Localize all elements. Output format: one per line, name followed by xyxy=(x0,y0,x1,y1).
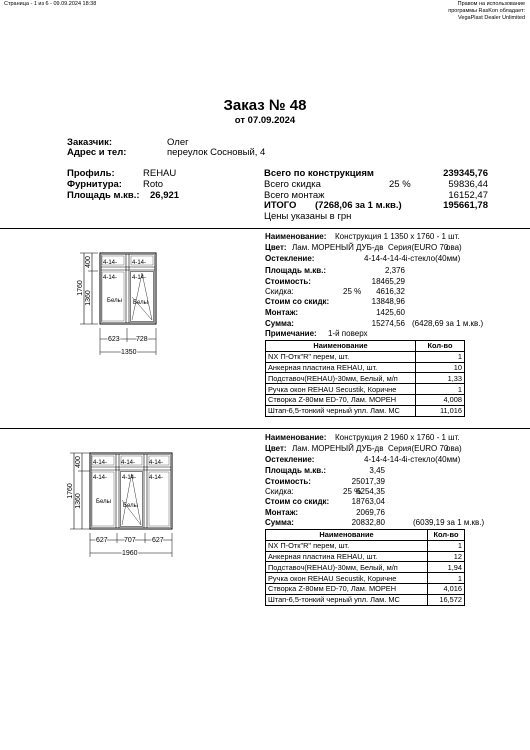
item-name: Анкерная пластина REHAU, шт. xyxy=(266,362,416,373)
c2-color-tail: ова) xyxy=(446,444,462,453)
c2-top-glass-2: 4-14- xyxy=(121,460,136,466)
c1-discount-pct: 25 % xyxy=(343,287,362,296)
address-label: Адрес и тел: xyxy=(67,147,127,158)
hardware-value: Roto xyxy=(143,179,164,190)
area-value: 26,921 xyxy=(150,190,180,201)
c2-height-top: 400 xyxy=(75,456,82,468)
c2-cost-disc-label: Стоим со скидк: xyxy=(265,497,330,506)
c2-mid-glass-2: 4-14- xyxy=(122,475,137,481)
discount-value: 59836,44 xyxy=(448,179,488,190)
c1-cost-disc-value: 13848,96 xyxy=(371,297,405,306)
c2-discount-pct: 25 % xyxy=(343,487,362,496)
c1-note-value: 1-й поверх xyxy=(328,329,368,338)
table-row xyxy=(266,351,465,362)
c1-glass-label: Остекление: xyxy=(265,254,315,263)
c1-note-label: Примечание: xyxy=(265,329,317,338)
rights-line-1: Правом на использование xyxy=(457,1,525,7)
c1-sum-label: Сумма: xyxy=(265,319,294,328)
c2-width-1: 627 xyxy=(96,537,108,544)
c2-cost-disc-value: 18763,04 xyxy=(351,497,385,506)
table-row xyxy=(266,394,465,405)
c2-sum-per-m2: (6039,19 за 1 м.кв.) xyxy=(413,518,485,527)
item-qty: 4,008 xyxy=(416,394,465,405)
c2-width-2: 707 xyxy=(124,537,136,544)
c1-color-value: Лам. МОРЕНЫЙ ДУБ-дв xyxy=(292,243,384,252)
total-label: Всего по конструкциям xyxy=(264,168,374,179)
c1-sum-value: 15274,56 xyxy=(371,319,405,328)
c2-items-table xyxy=(265,529,465,606)
rights-line-2: программы RasKon обладает: xyxy=(448,8,525,14)
c2-glass-label: Остекление: xyxy=(265,455,315,464)
c2-name-label: Наименование: xyxy=(265,433,327,442)
install-label: Всего монтаж xyxy=(264,190,325,201)
table-row xyxy=(266,540,465,551)
item-qty: 1 xyxy=(428,540,465,551)
c1-top-glass-1: 4-14- xyxy=(103,260,118,266)
table-header-row xyxy=(266,530,465,541)
c1-cost-disc-label: Стоим со скидк: xyxy=(265,297,330,306)
item-qty: 1 xyxy=(428,573,465,584)
customer-label: Заказчик: xyxy=(67,137,113,148)
area-label: Площадь м.кв.: xyxy=(67,190,140,201)
item-qty: 12 xyxy=(428,551,465,562)
col-header-name: Наименование xyxy=(266,341,416,352)
c1-area-value: 2,376 xyxy=(384,266,405,275)
c1-name-label: Наименование: xyxy=(265,232,327,241)
table-row xyxy=(266,362,465,373)
c1-sash-label: Белы xyxy=(133,300,148,306)
total-value: 239345,76 xyxy=(443,168,488,179)
item-name: Ручка окон REHAU Secustik, Коричне xyxy=(266,573,428,584)
c2-sum-value: 20832,80 xyxy=(351,518,385,527)
c2-color-value: Лам. МОРЕНЫЙ ДУБ-дв xyxy=(292,444,384,453)
item-name: Створка Z-80мм ED-70, Лам. МОРЕН xyxy=(266,394,416,405)
c1-items-table xyxy=(265,340,465,417)
c2-sum-label: Сумма: xyxy=(265,518,294,527)
col-header-qty: Кол-во xyxy=(416,341,465,352)
c1-top-glass-2: 4-14- xyxy=(132,260,147,266)
c2-mid-glass-3: 4-14- xyxy=(149,475,164,481)
c2-sash-label: Белы xyxy=(123,503,138,509)
profile-value: REHAU xyxy=(143,168,177,179)
construction-divider xyxy=(0,428,530,429)
c1-frame-label: Белы xyxy=(107,298,122,304)
c1-width-1: 623 xyxy=(108,336,120,343)
c1-area-label: Площадь м.кв.: xyxy=(265,266,327,275)
section-divider xyxy=(0,228,530,229)
c1-height-top: 400 xyxy=(85,256,92,268)
item-name: NX П-Отк"R" перем, шт. xyxy=(266,351,416,362)
discount-pct: 25 % xyxy=(389,179,411,190)
c1-cost-value: 18465,29 xyxy=(371,277,405,286)
c2-top-glass-3: 4-14- xyxy=(149,460,164,466)
table-row xyxy=(266,594,465,605)
table-row xyxy=(266,573,465,584)
table-row xyxy=(266,384,465,395)
c2-glass-value: 4-14-4-14-4i-стекло(40мм) xyxy=(364,455,461,464)
c1-name-value: Конструкция 1 1350 х 1760 - 1 шт. xyxy=(335,232,460,241)
c2-height-total: 1760 xyxy=(67,483,74,499)
item-qty: 1,33 xyxy=(416,373,465,384)
item-name: NX П-Отк"R" перем, шт. xyxy=(266,540,428,551)
final-per-m2: (7268,06 за 1 м.кв.) xyxy=(315,200,402,211)
c2-name-value: Конструкция 2 1960 х 1760 - 1 шт. xyxy=(335,433,460,442)
c1-sum-per-m2: (6428,69 за 1 м.кв.) xyxy=(412,319,484,328)
c2-area-label: Площадь м.кв.: xyxy=(265,466,327,475)
c2-area-value: 3,45 xyxy=(369,466,385,475)
c2-color-label: Цвет: xyxy=(265,444,287,453)
item-name: Штап-6,5-тонкий черный упл. Лам. МС xyxy=(266,594,428,605)
order-title: Заказ № 48 xyxy=(223,97,307,114)
discount-label: Всего скидка xyxy=(264,179,321,190)
item-qty: 16,572 xyxy=(428,594,465,605)
item-qty: 1,94 xyxy=(428,562,465,573)
item-name: Подставоч(REHAU)-30мм, Белый, м/п xyxy=(266,562,428,573)
c2-top-glass-1: 4-14- xyxy=(93,460,108,466)
c2-width-3: 627 xyxy=(152,537,164,544)
c2-discount-value: 6254,35 xyxy=(356,487,385,496)
c2-cost-label: Стоимость: xyxy=(265,477,311,486)
c2-cost-value: 25017,39 xyxy=(351,477,385,486)
c1-install-label: Монтаж: xyxy=(265,308,299,317)
table-row xyxy=(266,405,465,416)
table-row xyxy=(266,373,465,384)
c1-color-tail: ова) xyxy=(446,243,462,252)
construction-1-drawing xyxy=(70,245,190,385)
col-header-name: Наименование xyxy=(266,530,428,541)
construction-2-drawing xyxy=(60,447,200,567)
final-label: ИТОГО xyxy=(264,200,297,211)
c2-height-bottom: 1360 xyxy=(75,493,82,509)
c1-height-bottom: 1360 xyxy=(85,290,92,306)
item-name: Створка Z-80мм ED-70, Лам. МОРЕН xyxy=(266,583,428,594)
c1-discount-label: Скидка: xyxy=(265,287,294,296)
c2-color-overlap: Серия(EURO 70 xyxy=(388,444,449,453)
table-row xyxy=(266,562,465,573)
address-value: переулок Сосновый, 4 xyxy=(167,147,266,158)
c1-mid-glass-2: 4-14- xyxy=(132,275,147,281)
c2-width-total: 1960 xyxy=(122,550,138,557)
c1-color-overlap: Серия(EURO 70 xyxy=(388,243,449,252)
c2-install-value: 2069,76 xyxy=(356,508,385,517)
item-name: Подставоч(REHAU)-30мм, Белый, м/п xyxy=(266,373,416,384)
c2-frame-label: Белы xyxy=(96,499,111,505)
install-value: 16152,47 xyxy=(448,190,488,201)
c1-cost-label: Стоимость: xyxy=(265,277,311,286)
item-qty: 1 xyxy=(416,351,465,362)
order-date: от 07.09.2024 xyxy=(234,115,296,126)
item-qty: 4,016 xyxy=(428,583,465,594)
rights-line-3: VegaPlast Dealer Unlimited xyxy=(458,15,525,21)
col-header-qty: Кол-во xyxy=(428,530,465,541)
item-qty: 10 xyxy=(416,362,465,373)
c1-discount-value: 4616,32 xyxy=(376,287,405,296)
item-name: Анкерная пластина REHAU, шт. xyxy=(266,551,428,562)
table-row xyxy=(266,551,465,562)
table-row xyxy=(266,583,465,594)
profile-label: Профиль: xyxy=(67,168,115,179)
c1-width-2: 728 xyxy=(136,336,148,343)
item-qty: 11,016 xyxy=(416,405,465,416)
customer-value: Олег xyxy=(167,137,189,148)
c1-install-value: 1425,60 xyxy=(376,308,405,317)
item-name: Ручка окон REHAU Secustik, Коричне xyxy=(266,384,416,395)
currency-note: Цены указаны в грн xyxy=(264,211,352,222)
page-info: Страница - 1 из 6 - 09.09.2024 18:38 xyxy=(4,1,97,7)
c1-glass-value: 4-14-4-14-4i-стекло(40мм) xyxy=(364,254,461,263)
item-name: Штап-6,5-тонкий черный упл. Лам. МС xyxy=(266,405,416,416)
c1-width-total: 1350 xyxy=(121,349,137,356)
software-rights xyxy=(405,1,525,22)
c1-mid-glass-1: 4-14- xyxy=(103,275,118,281)
hardware-label: Фурнитура: xyxy=(67,179,122,190)
item-qty: 1 xyxy=(416,384,465,395)
c2-install-label: Монтаж: xyxy=(265,508,299,517)
c1-color-label: Цвет: xyxy=(265,243,287,252)
final-value: 195661,78 xyxy=(443,200,488,211)
c2-mid-glass-1: 4-14- xyxy=(93,475,108,481)
c1-height-total: 1760 xyxy=(77,280,84,296)
c2-discount-label: Скидка: xyxy=(265,487,294,496)
table-header-row xyxy=(266,341,465,352)
